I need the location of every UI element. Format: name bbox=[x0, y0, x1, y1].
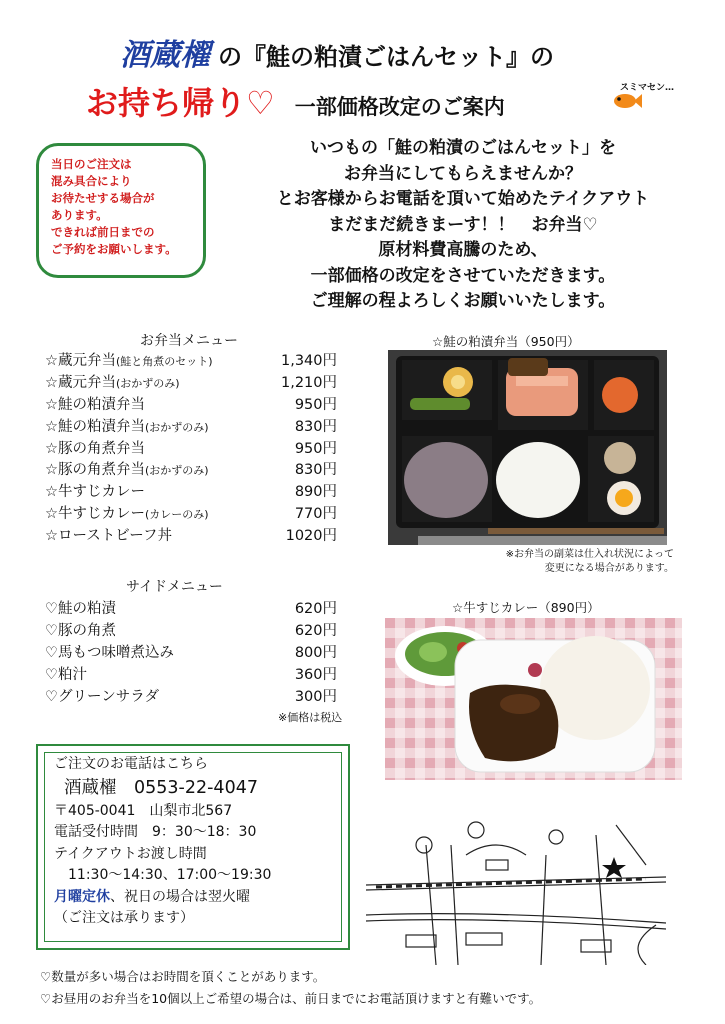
item-price: 360円 bbox=[294, 666, 337, 683]
curry-photo-caption: ☆牛すじカレー（890円） bbox=[452, 600, 600, 615]
item-name: ☆蔵元弁当 bbox=[45, 353, 116, 370]
item-name: ☆豚の角煮弁当 bbox=[45, 440, 145, 457]
menu-item bbox=[45, 349, 337, 371]
hand-drawn-access-map bbox=[366, 815, 666, 965]
sorry-text: スミマセン… bbox=[620, 83, 675, 93]
pickup-hours: 11:30～14:30、17:00～19:30 bbox=[68, 867, 272, 883]
bento-photo bbox=[388, 350, 667, 545]
item-name: ☆鮭の粕漬弁当 bbox=[45, 418, 145, 435]
intro-line: いつもの「鮭の粕漬のごはんセット」を bbox=[310, 138, 616, 158]
item-note: (鮭と角煮のセット) bbox=[116, 355, 213, 369]
intro-line: 原材料費高騰のため、 bbox=[378, 240, 548, 260]
side-menu bbox=[45, 597, 337, 706]
item-note: (カレーのみ) bbox=[145, 507, 209, 521]
item-price: 830円 bbox=[294, 462, 337, 479]
tax-note: ※価格は税込 bbox=[278, 711, 343, 724]
intro-line: お弁当にしてもらえませんか？ bbox=[344, 163, 582, 184]
menu-item bbox=[45, 458, 337, 480]
closed-day-bold: 月曜定休 bbox=[54, 888, 110, 905]
item-price: 1,210円 bbox=[280, 375, 337, 392]
contact-heading: ご注文のお電話はこちら bbox=[54, 756, 208, 772]
item-name: ♡馬もつ味噌煮込み bbox=[45, 644, 174, 661]
bento-menu-heading: お弁当メニュー bbox=[140, 333, 238, 349]
item-name: ☆豚の角煮弁当 bbox=[45, 462, 145, 479]
item-price: 300円 bbox=[294, 688, 337, 705]
item-name: ♡鮭の粕漬 bbox=[45, 601, 116, 618]
takeout-title: お持ち帰り♡ bbox=[86, 84, 275, 122]
item-name: ☆牛すじカレー bbox=[45, 484, 145, 501]
menu-item bbox=[45, 523, 337, 545]
item-note: (おかずのみ) bbox=[116, 377, 180, 391]
menu-item bbox=[45, 641, 337, 663]
menu-item bbox=[45, 619, 337, 641]
footer-note: ♡数量が多い場合はお時間を頂くことがあります。 bbox=[40, 969, 326, 984]
item-name: ♡豚の角煮 bbox=[45, 623, 116, 640]
side-menu-heading: サイドメニュー bbox=[126, 579, 223, 595]
item-note: (おかずのみ) bbox=[145, 464, 209, 478]
item-price: 620円 bbox=[294, 623, 337, 640]
note-line: ※お弁当の副菜は仕入れ状況によって bbox=[505, 549, 674, 560]
item-price: 800円 bbox=[294, 644, 337, 661]
menu-item bbox=[45, 414, 337, 436]
same-day-order-notice bbox=[36, 143, 206, 278]
menu-item bbox=[45, 393, 337, 415]
bento-menu bbox=[45, 349, 337, 545]
menu-item bbox=[45, 662, 337, 684]
shop-name: 酒蔵櫂 bbox=[120, 38, 210, 73]
item-price: 830円 bbox=[294, 418, 337, 435]
title-set-name: の『鮭の粕漬ごはんセット』の bbox=[218, 43, 554, 71]
menu-item bbox=[45, 502, 337, 524]
closed-day-rest: 、祝日の場合は翌火曜 bbox=[110, 888, 250, 905]
fish-icon bbox=[612, 92, 642, 110]
intro-line: ご理解の程よろしくお願いいたします。 bbox=[310, 291, 616, 311]
notice-text: 当日のご注文は 混み具合により お待たせする場合が あります。 できれば前日までの ご予約をお願いします。 bbox=[51, 157, 177, 256]
item-price: 950円 bbox=[294, 396, 337, 413]
item-name: ☆鮭の粕漬弁当 bbox=[45, 396, 145, 413]
contact-info bbox=[54, 754, 271, 930]
item-price: 770円 bbox=[294, 505, 337, 522]
menu-item bbox=[45, 684, 337, 706]
item-name: ☆ローストビーフ丼 bbox=[45, 527, 172, 544]
phone-hours: 電話受付時間 9：30～18：30 bbox=[54, 824, 257, 840]
footer-note: ♡お昼用のお弁当を10個以上ご希望の場合は、前日までにお電話頂けますと有難いです。 bbox=[40, 991, 542, 1006]
intro-line: 一部価格の改定をさせていただきます。 bbox=[310, 265, 616, 286]
item-price: 890円 bbox=[294, 484, 337, 501]
price-notice-title: 一部価格改定のご案内 bbox=[294, 95, 505, 119]
title-line-2 bbox=[86, 78, 505, 124]
closed-days bbox=[54, 887, 271, 909]
item-price: 950円 bbox=[294, 440, 337, 457]
title-line-1 bbox=[120, 30, 554, 74]
intro-message bbox=[218, 136, 708, 315]
item-price: 1020円 bbox=[285, 527, 337, 544]
menu-item bbox=[45, 436, 337, 458]
item-name: ☆牛すじカレー bbox=[45, 505, 145, 522]
menu-item bbox=[45, 371, 337, 393]
item-price: 1,340円 bbox=[280, 353, 337, 370]
item-note: (おかずのみ) bbox=[145, 420, 209, 434]
footer-notes bbox=[40, 966, 541, 1010]
bento-side-dish-note bbox=[464, 548, 674, 576]
item-name: ♡粕汁 bbox=[45, 666, 87, 683]
orders-accepted: （ご注文は承ります） bbox=[54, 910, 194, 926]
menu-item bbox=[45, 597, 337, 619]
shop-phone[interactable]: 酒蔵櫂 0553-22-4047 bbox=[64, 777, 258, 798]
curry-photo bbox=[385, 618, 682, 780]
bento-photo-caption: ☆鮭の粕漬弁当（950円） bbox=[432, 334, 580, 349]
item-name: ☆蔵元弁当 bbox=[45, 375, 116, 392]
shop-address: 〒405-0041 山梨市北567 bbox=[54, 802, 233, 819]
item-price: 620円 bbox=[294, 601, 337, 618]
menu-item bbox=[45, 480, 337, 502]
intro-line: とお客様からお電話を頂いて始めたテイクアウト bbox=[276, 189, 650, 209]
note-line: 変更になる場合があります。 bbox=[544, 563, 674, 574]
item-name: ♡グリーンサラダ bbox=[45, 688, 160, 705]
intro-line: まだまだ続きまーす！！ お弁当♡ bbox=[328, 214, 598, 235]
pickup-label: テイクアウトお渡し時間 bbox=[54, 845, 207, 862]
